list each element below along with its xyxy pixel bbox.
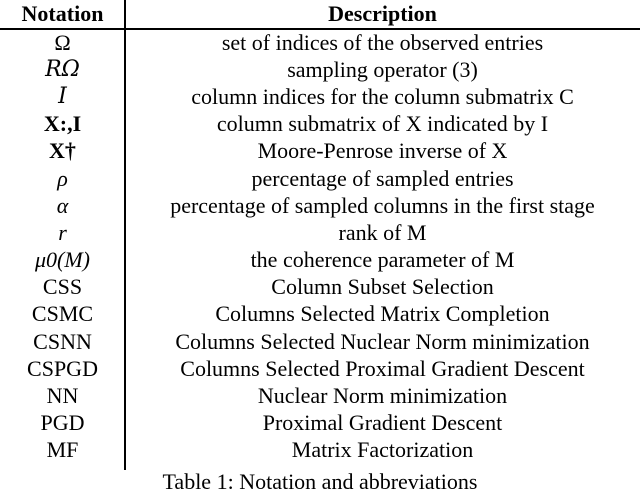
table-row <box>0 192 640 219</box>
notation-cell: X† <box>49 138 76 164</box>
description-cell: percentage of sampled columns in the first stage <box>170 192 595 218</box>
table-row <box>0 410 640 437</box>
table-row <box>0 274 640 301</box>
notation-cell: X:,I <box>43 111 82 137</box>
description-cell: Nuclear Norm minimization <box>257 383 508 409</box>
notation-cell: r <box>58 219 67 245</box>
notation-cell: α <box>56 192 69 218</box>
description-cell: Moore-Penrose inverse of X <box>257 138 508 164</box>
table-row <box>0 219 640 246</box>
table-row <box>0 29 640 56</box>
description-cell: sampling operator (3) <box>287 56 478 82</box>
notation-cell: NN <box>46 383 79 409</box>
notation-cell: ρ <box>57 165 68 191</box>
table-body <box>0 29 640 464</box>
description-cell: Matrix Factorization <box>291 437 474 463</box>
header-notation: Notation <box>21 1 104 26</box>
table-header-row <box>0 0 640 28</box>
description-cell: rank of M <box>338 219 427 245</box>
notation-cell: CSPGD <box>27 355 98 381</box>
table-row <box>0 328 640 355</box>
notation-cell: μ0(M) <box>34 247 91 273</box>
description-cell: Proximal Gradient Descent <box>262 410 503 436</box>
description-cell: set of indices of the observed entries <box>221 29 544 55</box>
table-row <box>0 111 640 138</box>
description-cell: column indices for the column submatrix C <box>191 83 574 109</box>
description-cell: Column Subset Selection <box>271 274 494 300</box>
table-row <box>0 437 640 464</box>
table-row <box>0 247 640 274</box>
description-cell: Columns Selected Nuclear Norm minimization <box>175 328 590 354</box>
table-row <box>0 301 640 328</box>
notation-cell: Ω <box>54 29 71 55</box>
table-row <box>0 355 640 382</box>
header-description: Description <box>328 1 437 26</box>
table-row <box>0 138 640 165</box>
notation-cell: RΩ <box>45 56 80 82</box>
notation-cell: PGD <box>40 410 85 436</box>
description-cell: Columns Selected Matrix Completion <box>215 301 550 327</box>
notation-cell: CSMC <box>31 301 94 327</box>
notation-cell: CSS <box>42 274 83 300</box>
description-cell: percentage of sampled entries <box>251 165 514 191</box>
table-caption: Table 1: Notation and abbreviations <box>162 469 478 494</box>
table-row <box>0 165 640 192</box>
table-row <box>0 56 640 83</box>
table-row <box>0 83 640 110</box>
description-cell: Columns Selected Proximal Gradient Descent <box>180 355 585 381</box>
notation-cell: MF <box>46 437 79 463</box>
description-cell: the coherence parameter of M <box>250 247 515 273</box>
notation-cell: I <box>58 83 67 109</box>
description-cell: column submatrix of X indicated by I <box>216 111 549 137</box>
notation-cell: CSNN <box>33 328 92 354</box>
table-row <box>0 382 640 409</box>
